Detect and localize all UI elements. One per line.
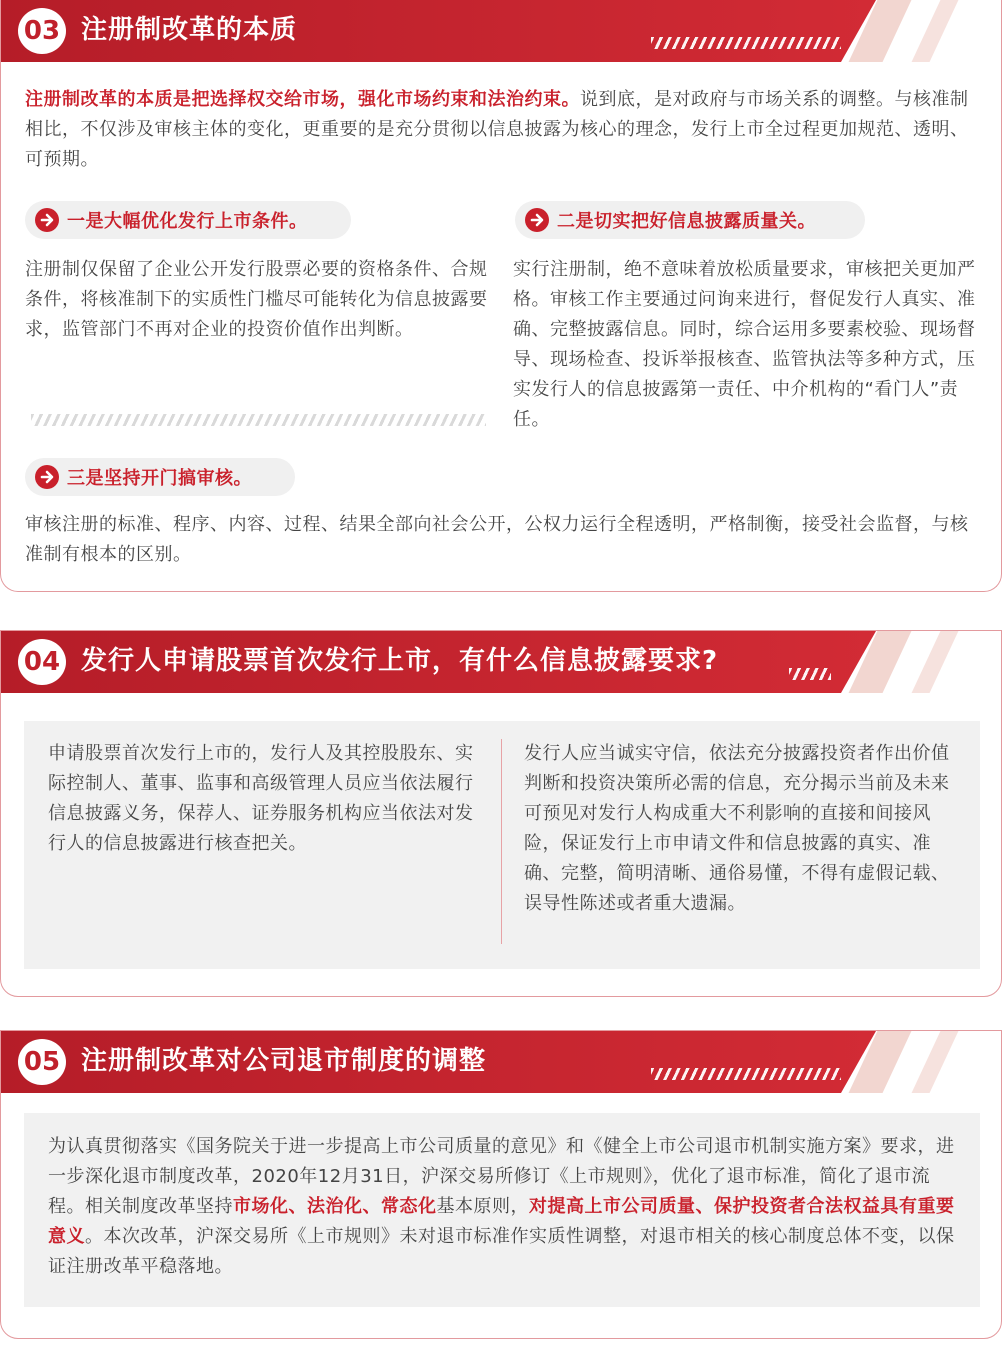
- intro-highlight: 注册制改革的本质是把选择权交给市场，强化市场约束和法治约束。: [25, 89, 580, 110]
- highlight-principles: 市场化、法治化、常态化: [233, 1196, 437, 1217]
- arrow-right-icon: [35, 208, 59, 232]
- section-title: 发行人申请股票首次发行上市，有什么信息披露要求?: [81, 646, 719, 676]
- header-hatch-decor: [651, 37, 841, 49]
- point-3-label: 三是坚持开门搞审核。: [67, 468, 252, 489]
- point-1-pill: [25, 201, 351, 239]
- point-2-text: 实行注册制，绝不意味着放松质量要求，审核把关更加严格。审核工作主要通过问询来进行，督促发行人真实、准确、完整披露信息。同时，综合运用多要素校验、现场督导、现场检查、投诉举报核查、监管执法等多种方式，压实发行人的信息披露第一责任、中介机构的“看门人”责任。: [513, 259, 976, 430]
- right-column-text: 发行人应当诚实守信，依法充分披露投资者作出价值判断和投资决策所必需的信息，充分揭示当前及未来可预见对发行人构成重大不利影响的直接和间接风险，保证发行上市申请文件和信息披露的真实、准确、完整，简明清晰、通俗易懂，不得有虚假记载、误导性陈述或者重大遗漏。: [524, 743, 950, 914]
- header-decor-stripe: [912, 631, 959, 693]
- section-number-badge: 04: [18, 639, 66, 685]
- section-05-text: [48, 1132, 960, 1282]
- arrow-right-icon: [35, 465, 59, 489]
- intro-text: 说到底，是对政府与市场关系的调整。与核准制相比，不仅涉及审核主体的变化，更重要的是充分贯彻以信息披露为核心的理念，发行上市全过程更加规范、透明、可预期。: [25, 89, 969, 170]
- section-title: 注册制改革的本质: [81, 15, 298, 45]
- arrow-right-icon: [525, 208, 549, 232]
- header-decor-stripe: [912, 1031, 959, 1093]
- text-part: 基本原则，: [436, 1196, 529, 1217]
- header-decor-stripe: [912, 0, 959, 62]
- section-title: 注册制改革对公司退市制度的调整: [81, 1046, 487, 1076]
- point-3-pill: [25, 458, 295, 496]
- left-column-text: 申请股票首次发行上市的，发行人及其控股股东、实际控制人、董事、监事和高级管理人员应当依法履行信息披露义务，保荐人、证券服务机构应当依法对发行人的信息披露进行核查把关。: [48, 743, 474, 854]
- highlight-significance: 对提高上市公司质量、保护投资者合法权益具有重要意义: [48, 1196, 955, 1247]
- column-divider: [501, 739, 502, 944]
- text-part: 为认真贯彻落实《国务院关于进一步提高上市公司质量的意见》和《健全上市公司退市机制实施方案》要求，进一步深化退市制度改革，2020年12月31日，沪深交易所修订《上市规则》，优化了退市标准，简化了退市流程。相关制度改革坚持: [48, 1136, 955, 1217]
- divider-hatch: [31, 414, 486, 426]
- header-hatch-decor: [651, 1068, 841, 1080]
- point-2-label: 二是切实把好信息披露质量关。: [557, 211, 816, 232]
- section-number-badge: 05: [18, 1039, 66, 1085]
- section-05-card: [0, 1030, 1002, 1339]
- point-2-pill: [515, 201, 865, 239]
- point-1-label: 一是大幅优化发行上市条件。: [67, 211, 308, 232]
- point-3-text: 审核注册的标准、程序、内容、过程、结果全部向社会公开，公权力运行全程透明，严格制衡，接受社会监督，与核准制有根本的区别。: [25, 514, 969, 565]
- section-number-badge: 03: [18, 8, 66, 54]
- point-1-text: 注册制仅保留了企业公开发行股票必要的资格条件、合规条件，将核准制下的实质性门槛尽可能转化为信息披露要求，监管部门不再对企业的投资价值作出判断。: [25, 259, 488, 340]
- section-03-intro: [25, 85, 980, 175]
- text-part: 。本次改革，沪深交易所《上市规则》未对退市标准作实质性调整，对退市相关的核心制度总体不变，以保证注册改革平稳落地。: [48, 1226, 955, 1277]
- header-hatch-decor: [789, 668, 831, 680]
- section-03-card: [0, 0, 1002, 592]
- section-04-card: [0, 630, 1002, 997]
